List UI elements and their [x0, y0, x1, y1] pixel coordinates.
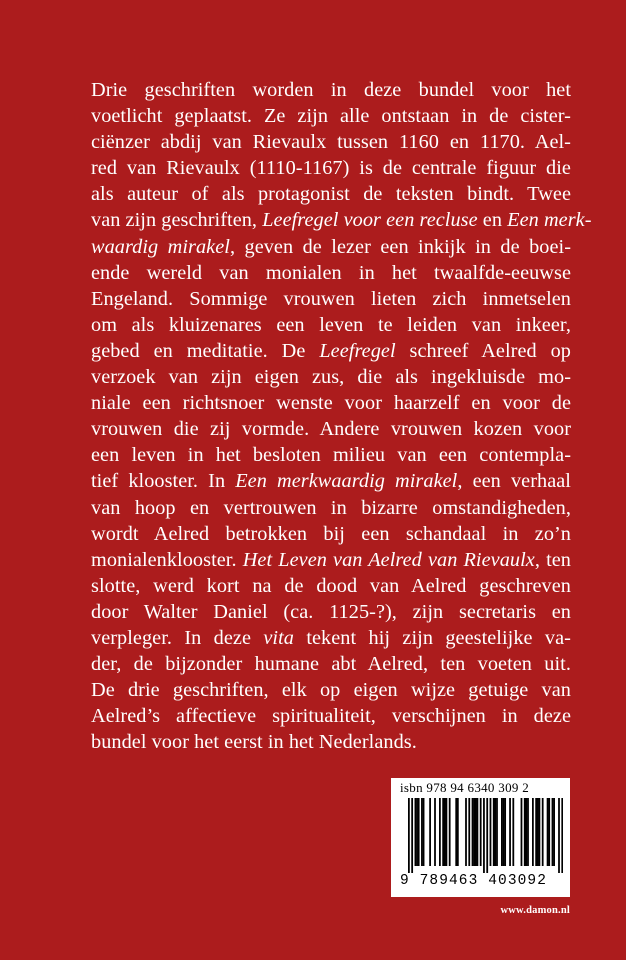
- blurb-text: tekent hij zijn geestelijke va-: [293, 626, 571, 649]
- blurb-text: en: [477, 209, 508, 232]
- blurb-text: schreef Aelred op: [395, 339, 572, 362]
- barcode-bar: [509, 798, 511, 866]
- italic-title: Een merkwaardig mirakel: [235, 470, 458, 493]
- barcode-bar: [494, 798, 496, 866]
- blurb-text: Engeland. Sommige vrouwen lieten zich inmetselen: [91, 287, 571, 310]
- blurb-line: [91, 103, 571, 129]
- barcode-bar: [449, 798, 451, 866]
- blurb-line: [91, 495, 571, 521]
- blurb-text: monialenklooster.: [91, 548, 243, 571]
- barcode-bar: [418, 798, 420, 866]
- barcode-bar: [429, 798, 431, 866]
- blurb-line: [91, 234, 571, 260]
- blurb-text: De drie geschriften, elk op eigen wijze getuige van: [91, 679, 571, 702]
- blurb-line: [91, 312, 571, 338]
- barcode-bar: [455, 798, 457, 866]
- blurb-line: [91, 207, 592, 233]
- blurb-line: [91, 181, 571, 207]
- barcode-bar: [473, 798, 475, 866]
- barcode-bar: [475, 798, 477, 866]
- blurb-text: , een verhaal: [457, 470, 571, 493]
- blurb-line: [91, 416, 571, 442]
- blurb-text: gebed en meditatie. De: [91, 339, 320, 362]
- blurb-text: door Walter Daniel (ca. 1125-?), zijn secretaris en: [91, 600, 571, 623]
- barcode-bar: [415, 798, 417, 866]
- blurb-line: [91, 155, 571, 181]
- blurb-line: [91, 468, 571, 494]
- blurb-text: ciënzer abdij van Rievaulx tussen 1160 en 1170. Ael-: [91, 131, 571, 154]
- barcode-bar: [525, 798, 527, 866]
- blurb-line: [91, 573, 571, 599]
- blurb-text: tief klooster. In: [91, 470, 236, 493]
- barcode-bar: [558, 798, 560, 873]
- barcode-bar: [547, 798, 549, 866]
- publisher-url: www.damon.nl: [500, 905, 570, 916]
- barcode-bar: [503, 798, 505, 866]
- blurb-line: [91, 521, 571, 547]
- barcode-bar: [465, 798, 467, 866]
- blurb-line: [91, 651, 571, 677]
- blurb-text: Aelred’s affectieve spiritualiteit, verschijnen in deze: [91, 705, 571, 728]
- barcode-bar: [532, 798, 534, 866]
- barcode-bar: [527, 798, 529, 866]
- italic-title: Een merk-: [507, 209, 592, 232]
- barcode-bar: [539, 798, 541, 866]
- blurb-text: bundel voor het eerst in het Nederlands.: [91, 731, 417, 754]
- blurb-text: der, de bijzonder humane abt Aelred, ten voeten uit.: [91, 653, 571, 676]
- blurb-text: red van Rievaulx (1110-1167) is de centrale figuur die: [91, 157, 571, 180]
- blurb-line: [91, 442, 571, 468]
- blurb-line: [91, 677, 571, 703]
- blurb-line: [91, 625, 571, 651]
- blurb-text: als auteur of als protagonist de teksten bindt. Twee: [91, 183, 571, 206]
- barcode-bar: [486, 798, 488, 873]
- blurb-text: , geven de lezer een inkijk in de boei-: [229, 235, 572, 258]
- blurb-text: slotte, werd kort na de dood van Aelred geschreven: [91, 574, 571, 597]
- italic-title: Leefregel: [319, 339, 396, 362]
- blurb-line: [91, 547, 571, 573]
- blurb-text: voetlicht geplaatst. Ze zijn alle ontstaan in de cister-: [91, 105, 571, 128]
- barcode-bar: [439, 798, 441, 866]
- barcode-bar: [552, 798, 554, 866]
- blurb-text: verzoek van zijn eigen zus, die als ingekluisde mo-: [91, 366, 571, 389]
- blurb-text: Drie geschriften worden in deze bundel voor het: [91, 79, 571, 101]
- blurb-line: [91, 338, 571, 364]
- blurb-line: [91, 703, 571, 729]
- blurb-line: [91, 729, 571, 755]
- italic-title: vita: [263, 626, 294, 649]
- blurb-line: [91, 286, 571, 312]
- barcode-bar: [446, 798, 448, 866]
- back-cover-blurb: [91, 77, 592, 755]
- barcode-bar: [408, 798, 410, 873]
- barcode-icon: [397, 798, 563, 874]
- barcode-bar: [442, 798, 444, 866]
- barcode-bar: [548, 798, 550, 866]
- barcode-bar: [561, 798, 563, 873]
- italic-title: waardig mirakel: [91, 235, 230, 258]
- barcode-bar: [496, 798, 498, 866]
- blurb-text: ende wereld van monialen in het twaalfde-eeuwse: [91, 261, 571, 284]
- barcode-bar: [524, 798, 526, 866]
- barcode-bar: [501, 798, 503, 866]
- barcode-bar: [477, 798, 479, 866]
- blurb-line: [91, 260, 571, 286]
- barcode-bar: [423, 798, 425, 866]
- barcode-bar: [542, 798, 544, 866]
- barcode-bar: [434, 798, 436, 866]
- blurb-line: [91, 129, 571, 155]
- blurb-text: van zijn geschriften,: [91, 209, 263, 232]
- barcode-digits: 9 789463 403092: [400, 873, 548, 889]
- blurb-text: vrouwen die zij vormde. Andere vrouwen kozen voor: [91, 418, 571, 441]
- barcode-bar: [444, 798, 446, 866]
- blurb-text: een leven in het besloten milieu van een contempla-: [91, 444, 571, 467]
- barcode-bar: [472, 798, 474, 866]
- blurb-line: [91, 599, 571, 625]
- barcode-bar: [537, 798, 539, 866]
- barcode-bar: [553, 798, 555, 866]
- blurb-text: wordt Aelred betrokken bij een schandaal in zo’n: [91, 522, 571, 545]
- barcode-bar: [411, 798, 413, 873]
- barcode-bar: [504, 798, 506, 866]
- barcode-bar: [521, 798, 523, 866]
- isbn-number: isbn 978 94 6340 309 2: [400, 780, 530, 795]
- blurb-text: niale een richtsnoer wenste voor haarzelf en voor de: [91, 392, 571, 415]
- barcode-bar: [483, 798, 485, 873]
- blurb-text: , ten: [534, 548, 572, 571]
- barcode-bar: [480, 798, 482, 866]
- blurb-line: [91, 364, 571, 390]
- barcode-label: [391, 778, 570, 897]
- blurb-text: verpleger. In deze: [91, 626, 264, 649]
- barcode-bar: [493, 798, 495, 866]
- blurb-line: [91, 77, 571, 103]
- blurb-text: om als kluizenares een leven te leiden van inkeer,: [91, 313, 571, 336]
- blurb-text: van hoop en vertrouwen in bizarre omstandigheden,: [91, 496, 571, 519]
- barcode-bar: [416, 798, 418, 866]
- barcode-bar: [535, 798, 537, 866]
- italic-title: Leefregel voor een recluse: [262, 209, 478, 232]
- barcode-bar: [421, 798, 423, 866]
- italic-title: Het Leven van Aelred van Rievaulx: [242, 548, 535, 571]
- barcode-bar: [490, 798, 492, 866]
- blurb-line: [91, 390, 571, 416]
- barcode-bar: [512, 798, 514, 866]
- barcode-bar: [457, 798, 459, 866]
- barcode-bar: [468, 798, 470, 866]
